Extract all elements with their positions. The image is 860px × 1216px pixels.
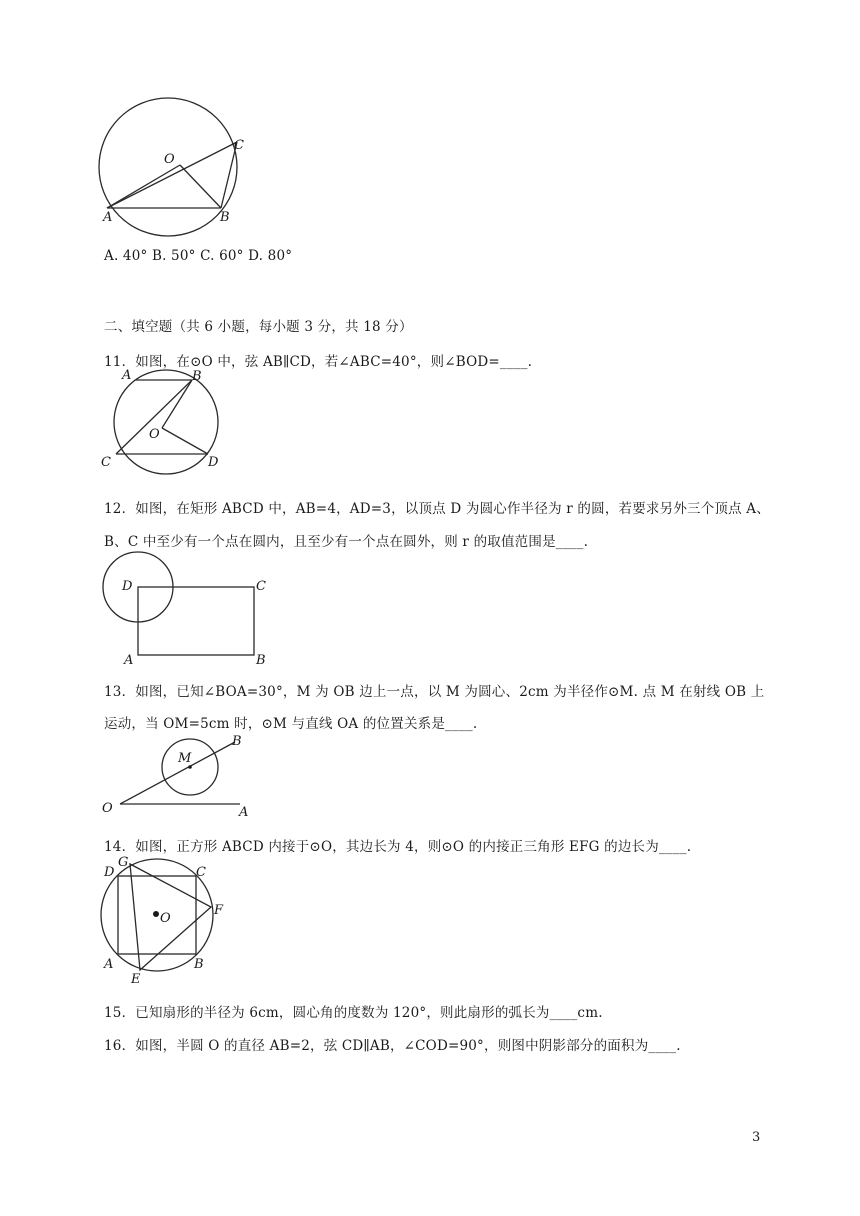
page-number: 3 xyxy=(752,1130,761,1145)
label-c: C xyxy=(101,455,111,470)
label-b: B xyxy=(232,734,242,749)
center-point-o xyxy=(153,911,159,917)
figure-q13 xyxy=(102,732,262,820)
label-b: B xyxy=(256,653,266,668)
q12-line1: 12．如图，在矩形 ABCD 中，AB=4，AD=3，以顶点 D 为圆心作半径为 r 的圆，若要求另外三个顶点 A、 xyxy=(104,501,770,517)
q11-text: 11．如图，在⊙O 中，弦 AB∥CD，若∠ABC=40°，则∠BOD=____. xyxy=(104,354,533,370)
label-c: C xyxy=(234,138,244,153)
q16-text: 16．如图，半圆 O 的直径 AB=2，弦 CD∥AB，∠COD=90°，则图中阴影部分的面积为____. xyxy=(104,1038,681,1054)
rectangle-abcd xyxy=(138,587,254,655)
label-o: O xyxy=(164,152,175,167)
radius-ob xyxy=(180,165,221,208)
label-e: E xyxy=(131,972,141,987)
section-heading: 二、填空题（共 6 小题，每小题 3 分，共 18 分） xyxy=(104,319,413,335)
q14-text: 14．如图，正方形 ABCD 内接于⊙O，其边长为 4，则⊙O 的内接正三角形 EFG 的边长为____. xyxy=(104,839,692,855)
q12-line2: B、C 中至少有一个点在圆内，且至少有一个点在圆外，则 r 的取值范围是____. xyxy=(104,534,589,550)
circle-o xyxy=(99,98,237,236)
figure-q14 xyxy=(98,852,238,987)
label-c: C xyxy=(256,579,266,594)
radius-od xyxy=(162,428,208,454)
label-m: M xyxy=(178,751,192,766)
label-a: A xyxy=(104,957,114,972)
label-o: O xyxy=(149,427,160,442)
label-d: D xyxy=(208,455,219,470)
radius-oa xyxy=(107,165,180,208)
chord-bc xyxy=(116,380,192,454)
figure-q12 xyxy=(100,550,275,668)
label-o: O xyxy=(160,911,171,926)
q15-text: 15．已知扇形的半径为 6cm，圆心角的度数为 120°，则此扇形的弧长为____cm. xyxy=(104,1005,603,1021)
label-d: D xyxy=(122,579,133,594)
label-a: A xyxy=(239,805,249,820)
label-a: A xyxy=(122,368,132,383)
figure-q10 xyxy=(98,95,258,235)
label-f: F xyxy=(214,903,224,918)
label-g: G xyxy=(118,855,129,870)
figure-q11 xyxy=(100,368,230,473)
label-a: A xyxy=(124,653,134,668)
label-a: A xyxy=(103,210,113,225)
q10-choices: A. 40° B. 50° C. 60° D. 80° xyxy=(104,248,293,264)
label-b: B xyxy=(220,210,230,225)
q13-line2: 运动，当 OM=5cm 时，⊙M 与直线 OA 的位置关系是____. xyxy=(104,716,478,732)
label-b: B xyxy=(192,369,202,384)
label-o: O xyxy=(102,801,113,816)
label-d: D xyxy=(104,865,115,880)
label-b: B xyxy=(194,957,204,972)
q13-line1: 13．如图，已知∠BOA=30°，M 为 OB 边上一点，以 M 为圆心、2cm 为半径作⊙M. 点 M 在射线 OB 上 xyxy=(104,684,765,700)
label-c: C xyxy=(196,865,206,880)
